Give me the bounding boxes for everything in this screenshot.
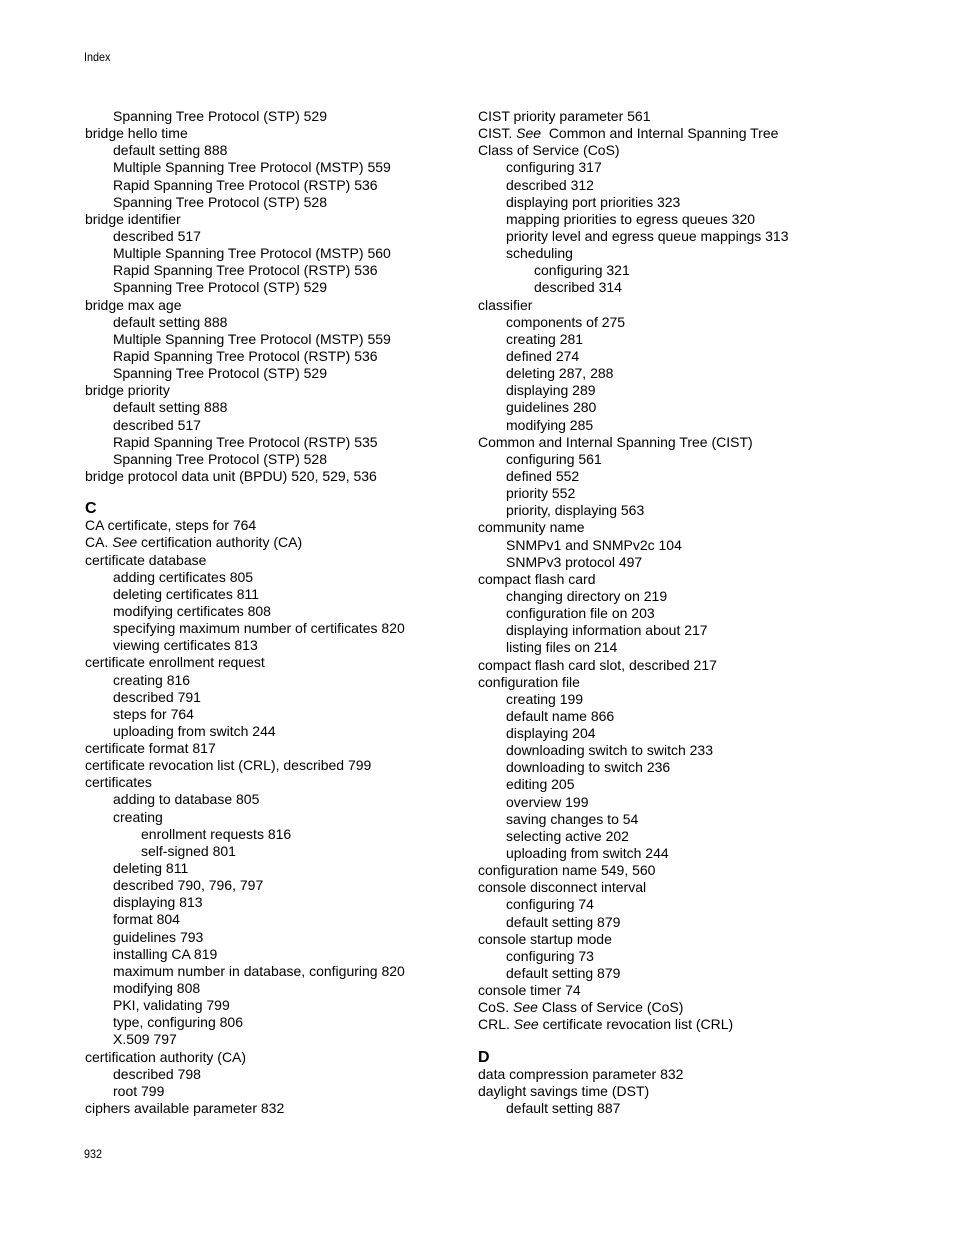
cross-reference-target: Common and Internal Spanning Tree	[541, 125, 779, 142]
index-entry: configuration file	[478, 673, 580, 690]
cross-reference-target: certificate revocation list (CRL)	[538, 1016, 734, 1033]
index-subentry: adding certificates 805	[113, 568, 254, 585]
index-entry: community name	[478, 519, 585, 536]
index-subentry: modifying 285	[506, 416, 594, 433]
index-subentry: Spanning Tree Protocol (STP) 528	[113, 450, 328, 467]
index-subentry: Multiple Spanning Tree Protocol (MSTP) 560	[113, 245, 391, 262]
index-subentry: displaying information about 217	[506, 622, 708, 639]
page-number: 932	[84, 1147, 103, 1161]
index-subentry: SNMPv3 protocol 497	[506, 553, 643, 570]
index-subentry: displaying 204	[506, 725, 596, 742]
index-subentry: deleting 811	[113, 860, 189, 877]
index-subentry: PKI, validating 799	[113, 997, 230, 1014]
running-head: Index	[84, 50, 111, 64]
index-subsubentry: configuring 321	[534, 262, 630, 279]
index-subentry: default setting 879	[506, 965, 621, 982]
index-subentry: described 798	[113, 1065, 201, 1082]
index-subentry: format 804	[113, 911, 180, 928]
index-entry: certification authority (CA)	[85, 1048, 247, 1065]
index-column-left	[85, 108, 475, 1117]
index-subentry: root 799	[113, 1082, 165, 1099]
index-subentry: modifying 808	[113, 980, 201, 997]
entry-term: CA.	[85, 534, 113, 551]
section-letter: C	[85, 500, 97, 518]
index-subentry: SNMPv1 and SNMPv2c 104	[506, 536, 682, 553]
see-reference: See	[112, 534, 138, 551]
index-subentry: described 790, 796, 797	[113, 877, 264, 894]
index-subentry: described 791	[113, 688, 201, 705]
index-subentry: maximum number in database, configuring 820	[113, 962, 405, 979]
index-entry: bridge max age	[85, 296, 182, 313]
index-subentry: configuring 74	[506, 896, 594, 913]
index-subentry: guidelines 793	[113, 928, 204, 945]
index-subentry: default setting 888	[113, 313, 228, 330]
index-subentry: Multiple Spanning Tree Protocol (MSTP) 559	[113, 159, 391, 176]
index-entry	[478, 1016, 868, 1033]
index-entry	[85, 534, 475, 551]
see-reference: See	[513, 999, 538, 1016]
index-entry: Common and Internal Spanning Tree (CIST)	[478, 433, 753, 450]
index-subentry: default setting 888	[113, 399, 228, 416]
index-subentry: displaying port priorities 323	[506, 193, 681, 210]
index-subentry: configuring 73	[506, 947, 594, 964]
index-entry: console timer 74	[478, 982, 581, 999]
index-subentry: described 312	[506, 176, 594, 193]
index-subentry: selecting active 202	[506, 827, 629, 844]
index-subentry: type, configuring 806	[113, 1014, 243, 1031]
index-entry	[478, 125, 868, 142]
index-subentry: default setting 888	[113, 142, 228, 159]
index-subentry: downloading switch to switch 233	[506, 742, 714, 759]
section-letter: D	[478, 1048, 490, 1066]
index-subentry: adding to database 805	[113, 791, 260, 808]
index-subentry: guidelines 280	[506, 399, 597, 416]
index-subentry: Spanning Tree Protocol (STP) 529	[113, 365, 328, 382]
index-subentry: creating 281	[506, 330, 584, 347]
index-subentry: specifying maximum number of certificates 820	[113, 620, 405, 637]
index-subentry: overview 199	[506, 793, 589, 810]
index-subentry: creating	[113, 808, 163, 825]
index-subentry: X.509 797	[113, 1031, 177, 1048]
index-subentry: described 517	[113, 227, 201, 244]
index-subentry: changing directory on 219	[506, 587, 668, 604]
index-subentry: uploading from switch 244	[506, 845, 669, 862]
index-entry: data compression parameter 832	[478, 1065, 684, 1082]
index-entry: certificate enrollment request	[85, 654, 265, 671]
index-subentry: default setting 887	[506, 1100, 621, 1117]
index-entry: classifier	[478, 296, 533, 313]
index-subentry: scheduling	[506, 245, 573, 262]
index-subentry: installing CA 819	[113, 945, 218, 962]
index-subsubentry: described 314	[534, 279, 622, 296]
index-subentry: modifying certificates 808	[113, 602, 271, 619]
index-subentry: priority level and egress queue mappings 313	[506, 227, 789, 244]
index-entry: CIST priority parameter 561	[478, 108, 651, 124]
index-subentry: editing 205	[506, 776, 575, 793]
index-subentry: deleting certificates 811	[113, 585, 260, 602]
see-reference: See	[516, 125, 542, 142]
entry-term: CRL.	[478, 1016, 514, 1033]
index-entry: compact flash card	[478, 570, 596, 587]
index-subentry: Spanning Tree Protocol (STP) 529	[113, 279, 328, 296]
index-subentry: Multiple Spanning Tree Protocol (MSTP) 559	[113, 330, 391, 347]
index-subentry: priority 552	[506, 485, 576, 502]
index-subentry: described 517	[113, 416, 201, 433]
index-subentry: Rapid Spanning Tree Protocol (RSTP) 536	[113, 262, 378, 279]
index-subentry: creating 816	[113, 671, 191, 688]
cross-reference-target: Class of Service (CoS)	[537, 999, 684, 1016]
index-entry: bridge protocol data unit (BPDU) 520, 529, 536	[85, 467, 377, 484]
index-subsubentry: enrollment requests 816	[141, 825, 292, 842]
index-entry: certificate database	[85, 551, 207, 568]
index-subentry: displaying 289	[506, 382, 596, 399]
index-subentry: default name 866	[506, 707, 615, 724]
index-subentry: deleting 287, 288	[506, 365, 614, 382]
index-subentry: Rapid Spanning Tree Protocol (RSTP) 535	[113, 433, 378, 450]
cross-reference-target: certification authority (CA)	[137, 534, 303, 551]
index-entry: Class of Service (CoS)	[478, 142, 620, 159]
index-subentry: Spanning Tree Protocol (STP) 528	[113, 193, 328, 210]
entry-term: CIST.	[478, 125, 517, 142]
entry-term: CoS.	[478, 999, 514, 1016]
index-entry: configuration name 549, 560	[478, 862, 656, 879]
index-subentry: Spanning Tree Protocol (STP) 529	[113, 108, 328, 124]
index-subentry: defined 274	[506, 347, 580, 364]
index-subentry: saving changes to 54	[506, 810, 639, 827]
index-entry: console startup mode	[478, 930, 612, 947]
index-entry: compact flash card slot, described 217	[478, 656, 717, 673]
index-subentry: default setting 879	[506, 913, 621, 930]
index-subentry: Rapid Spanning Tree Protocol (RSTP) 536	[113, 176, 378, 193]
index-entry: certificates	[85, 774, 152, 791]
index-column-right	[478, 108, 868, 1117]
see-reference: See	[513, 1016, 539, 1033]
index-subentry: downloading to switch 236	[506, 759, 671, 776]
index-subentry: displaying 813	[113, 894, 203, 911]
index-subentry: priority, displaying 563	[506, 502, 645, 519]
index-subentry: viewing certificates 813	[113, 637, 258, 654]
index-subentry: configuration file on 203	[506, 605, 655, 622]
index-subentry: Rapid Spanning Tree Protocol (RSTP) 536	[113, 347, 378, 364]
index-entry: bridge identifier	[85, 210, 181, 227]
index-subentry: uploading from switch 244	[113, 722, 276, 739]
index-subentry: listing files on 214	[506, 639, 618, 656]
index-entry: bridge hello time	[85, 125, 188, 142]
index-entry: bridge priority	[85, 382, 170, 399]
index-subentry: configuring 561	[506, 450, 602, 467]
index-subentry: creating 199	[506, 690, 584, 707]
index-entry: console disconnect interval	[478, 879, 647, 896]
index-entry: certificate revocation list (CRL), described 799	[85, 757, 372, 774]
index-subentry: configuring 317	[506, 159, 602, 176]
index-subentry: defined 552	[506, 467, 580, 484]
index-entry: ciphers available parameter 832	[85, 1100, 285, 1117]
index-subentry: mapping priorities to egress queues 320	[506, 210, 756, 227]
index-subsubentry: self-signed 801	[141, 842, 236, 859]
index-entry	[478, 999, 868, 1016]
index-entry: CA certificate, steps for 764	[85, 517, 257, 534]
index-subentry: steps for 764	[113, 705, 194, 722]
index-entry: daylight savings time (DST)	[478, 1082, 650, 1099]
index-subentry: components of 275	[506, 313, 626, 330]
index-entry: certificate format 817	[85, 740, 216, 757]
